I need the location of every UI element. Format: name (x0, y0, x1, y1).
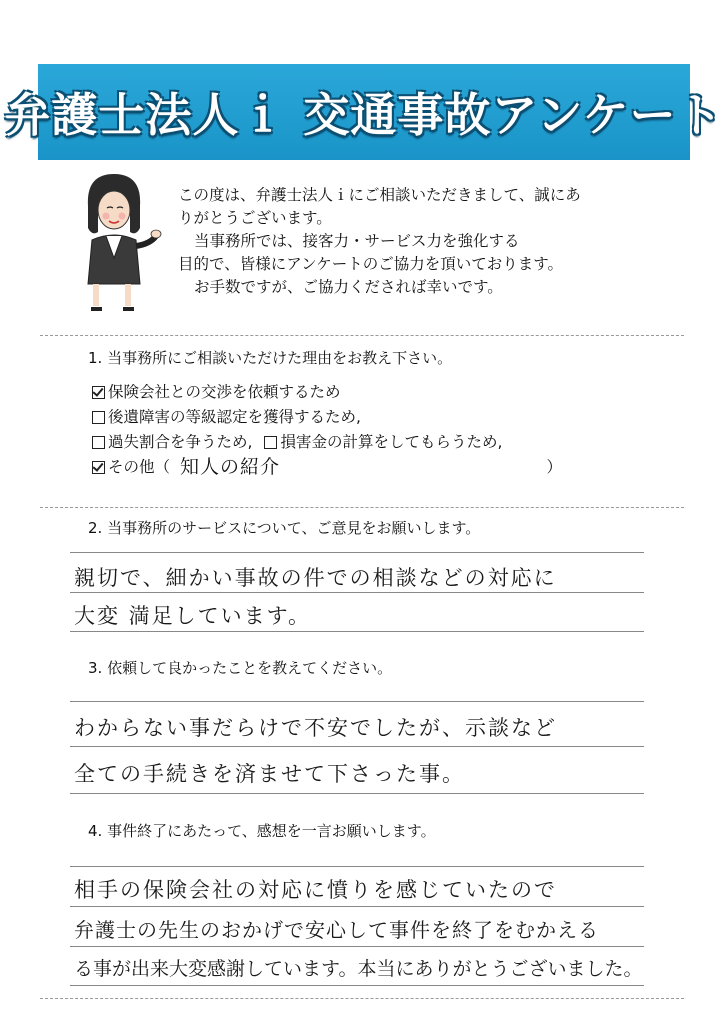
answer-rule (70, 631, 644, 632)
other-answer-handwritten: 知人の紹介 (180, 456, 281, 478)
answer-rule (70, 906, 644, 907)
checkbox[interactable] (92, 436, 105, 449)
intro-line: お手数ですが、ご協力くだされば幸いです。 (194, 278, 503, 296)
handwritten-answer: 弁護士の先生のおかげで安心して事件を終了をむかえる (74, 918, 599, 942)
handwritten-answer: る事が出来大変感謝しています。本当にありがとうございました。 (74, 958, 643, 980)
checkbox[interactable] (264, 436, 277, 449)
handwritten-answer: 全ての手続きを済ませて下さった事。 (74, 762, 465, 786)
handwritten-answer: 親切で、細かい事故の件での相談などの対応に (74, 566, 557, 590)
checkbox-checked[interactable] (92, 386, 105, 399)
handwritten-answer: わからない事だらけで不安でしたが、示談など (74, 716, 557, 740)
option-row (92, 430, 562, 455)
option-close-paren: ） (546, 458, 562, 476)
option-label: 保険会社との交渉を依頼するため (108, 383, 341, 401)
intro-line: この度は、弁護士法人ｉにご相談いただきまして、誠にあ (178, 186, 581, 204)
handwritten-answer: 大変 満足しています。 (74, 604, 311, 628)
option-row (92, 380, 562, 405)
answer-rule (70, 592, 644, 593)
question-3-title: 3. 依頼して良かったことを教えてください。 (88, 659, 393, 677)
title-banner (4, 64, 724, 160)
divider (40, 507, 684, 508)
answer-rule (70, 793, 644, 794)
banner-title: 弁護士法人ｉ 交通事故アンケート (4, 88, 724, 142)
handwritten-answer: 相手の保険会社の対応に憤りを感じていたので (74, 878, 557, 902)
intro-line: 当事務所では、接客力・サービス力を強化する (194, 232, 520, 250)
question-2-title: 2. 当事務所のサービスについて、ご意見をお願いします。 (88, 519, 481, 537)
answer-rule (70, 552, 644, 553)
answer-rule (70, 746, 644, 747)
answer-rule (70, 946, 644, 947)
option-label: その他（ (108, 458, 171, 476)
question-1-title: 1. 当事務所にご相談いただけた理由をお教え下さい。 (88, 349, 453, 367)
intro-line: りがとうございます。 (178, 209, 332, 227)
checkbox[interactable] (92, 411, 105, 424)
option-label: 損害金の計算をしてもらうため, (280, 433, 503, 451)
option-row-other (92, 455, 562, 480)
divider (40, 335, 684, 336)
option-label: 後遺障害の等級認定を獲得するため, (108, 408, 361, 426)
answer-rule (70, 701, 644, 702)
question-1-options (92, 380, 562, 480)
answer-rule (70, 866, 644, 867)
question-4-title: 4. 事件終了にあたって、感想を一言お願いします。 (88, 822, 436, 840)
intro-text (178, 184, 678, 299)
intro-line: 目的で、皆様にアンケートのご協力を頂いております。 (178, 255, 564, 273)
option-row (92, 405, 562, 430)
option-label: 過失割合を争うため, (108, 433, 253, 451)
divider (40, 998, 684, 999)
checkbox-checked[interactable] (92, 461, 105, 474)
staff-illustration-icon (66, 166, 162, 316)
answer-rule (70, 985, 644, 986)
